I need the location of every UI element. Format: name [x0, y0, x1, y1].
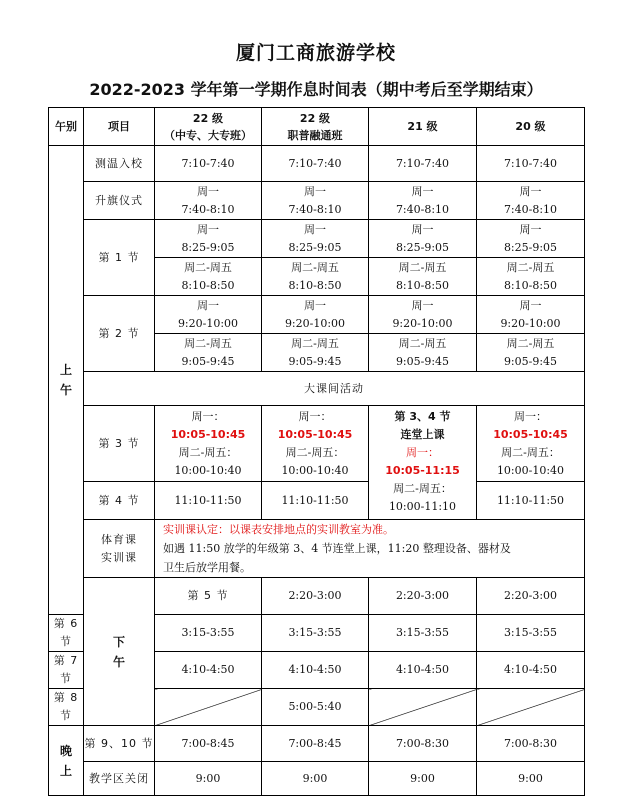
- row-recess: [49, 372, 585, 406]
- cell-p5-c1: 2:20-3:00: [262, 578, 369, 615]
- cell-p6-c1: 3:15-3:55: [155, 615, 262, 652]
- row-pe-training: [49, 520, 585, 578]
- cell-p4-c1: 11:10-11:50: [155, 482, 262, 520]
- label-period-7: 第 7 节: [49, 652, 84, 689]
- schedule-title: 2022-2023 学年第一学期作息时间表（期中考后至学期结束）: [89, 80, 543, 99]
- cell-flag-c1: 周一 7:40-8:10: [155, 182, 262, 220]
- row-flag: [49, 182, 585, 220]
- header-col4: 20 级: [477, 108, 585, 146]
- cell-close-c2: 9:00: [262, 762, 369, 796]
- cell-p1-c1: 周一 8:25-9:05 周二-周五 8:10-8:50: [155, 220, 262, 296]
- cell-temp-c1: 7:10-7:40: [155, 146, 262, 182]
- cell-p8-c4-empty: [477, 689, 585, 726]
- label-pe-training: 体育课 实训课: [84, 520, 155, 578]
- cell-p6-c2: 3:15-3:55: [262, 615, 369, 652]
- pe-training-note: 实训课认定：以课表安排地点的实训教室为准。 如遇 11:50 放学的年级第 3、4 节连堂上课，11:20 整理设备、器材及 卫生后放学用餐。: [155, 520, 585, 578]
- row-period-2: [49, 296, 585, 372]
- schedule-table: [48, 107, 585, 796]
- cell-p1-c3: 周一 8:25-9:05 周二-周五 8:10-8:50: [369, 220, 477, 296]
- cell-p1-c4: 周一 8:25-9:05 周二-周五 8:10-8:50: [477, 220, 585, 296]
- period-evening: 晚 上: [49, 726, 84, 796]
- cell-p3-c2: 周一： 10:05-10:45 周二-周五： 10:00-10:40: [262, 406, 369, 482]
- cell-p2-c2: 周一 9:20-10:00 周二-周五 9:05-9:45: [262, 296, 369, 372]
- cell-flag-c3: 周一 7:40-8:10: [369, 182, 477, 220]
- cell-p34-c3: 第 3、4 节 连堂上课 周一： 10:05-11:15 周二-周五： 10:00-11:10: [369, 406, 477, 520]
- school-name: 厦门工商旅游学校: [235, 42, 396, 64]
- cell-p6-c3: 3:15-3:55: [369, 615, 477, 652]
- cell-p910-c2: 7:00-8:45: [262, 726, 369, 762]
- cell-flag-c2: 周一 7:40-8:10: [262, 182, 369, 220]
- header-period: 午别: [49, 108, 84, 146]
- cell-p8-c1-empty: [155, 689, 262, 726]
- cell-p6-c4: 3:15-3:55: [477, 615, 585, 652]
- cell-temp-c4: 7:10-7:40: [477, 146, 585, 182]
- cell-p5-c2: 2:20-3:00: [369, 578, 477, 615]
- cell-p8-c2: 5:00-5:40: [262, 689, 369, 726]
- cell-p7-c1: 4:10-4:50: [155, 652, 262, 689]
- label-period-6: 第 6 节: [49, 615, 84, 652]
- label-period-9-10: 第 9、10 节: [84, 726, 155, 762]
- row-close: [49, 762, 585, 796]
- label-period-2: 第 2 节: [84, 296, 155, 372]
- cell-close-c1: 9:00: [155, 762, 262, 796]
- cell-p2-c3: 周一 9:20-10:00 周二-周五 9:05-9:45: [369, 296, 477, 372]
- cell-p3-c1: 周一： 10:05-10:45 周二-周五： 10:00-10:40: [155, 406, 262, 482]
- cell-p7-c4: 4:10-4:50: [477, 652, 585, 689]
- row-period-3: [49, 406, 585, 482]
- row-period-4: [49, 482, 585, 520]
- label-period-3: 第 3 节: [84, 406, 155, 482]
- header-item: 项目: [84, 108, 155, 146]
- label-temperature: 测温入校: [84, 146, 155, 182]
- period-afternoon: 下 午: [84, 578, 155, 726]
- label-period-1: 第 1 节: [84, 220, 155, 296]
- cell-p4-c4: 11:10-11:50: [477, 482, 585, 520]
- cell-p7-c3: 4:10-4:50: [369, 652, 477, 689]
- cell-p1-c2: 周一 8:25-9:05 周二-周五 8:10-8:50: [262, 220, 369, 296]
- header-col3: 21 级: [369, 108, 477, 146]
- row-period-5: [49, 578, 585, 615]
- period-morning: 上 午: [49, 146, 84, 615]
- cell-p910-c4: 7:00-8:30: [477, 726, 585, 762]
- recess-label: 大课间活动: [84, 372, 585, 406]
- cell-p910-c1: 7:00-8:45: [155, 726, 262, 762]
- cell-p7-c2: 4:10-4:50: [262, 652, 369, 689]
- cell-temp-c2: 7:10-7:40: [262, 146, 369, 182]
- cell-close-c4: 9:00: [477, 762, 585, 796]
- label-flag: 升旗仪式: [84, 182, 155, 220]
- header-row: [49, 108, 585, 146]
- header-col2: 22 级 职普融通班: [262, 108, 369, 146]
- cell-p2-c1: 周一 9:20-10:00 周二-周五 9:05-9:45: [155, 296, 262, 372]
- cell-close-c3: 9:00: [369, 762, 477, 796]
- label-period-4: 第 4 节: [84, 482, 155, 520]
- cell-p910-c3: 7:00-8:30: [369, 726, 477, 762]
- label-period-8: 第 8 节: [49, 689, 84, 726]
- label-close: 教学区关闭: [84, 762, 155, 796]
- row-period-9-10: [49, 726, 585, 762]
- header-col1: 22 级 （中专、大专班）: [155, 108, 262, 146]
- cell-p4-c2: 11:10-11:50: [262, 482, 369, 520]
- cell-flag-c4: 周一 7:40-8:10: [477, 182, 585, 220]
- cell-p3-c4: 周一： 10:05-10:45 周二-周五： 10:00-10:40: [477, 406, 585, 482]
- row-period-1: [49, 220, 585, 296]
- cell-p5-c3: 2:20-3:00: [477, 578, 585, 615]
- row-temperature: [49, 146, 585, 182]
- cell-temp-c3: 7:10-7:40: [369, 146, 477, 182]
- cell-p8-c3-empty: [369, 689, 477, 726]
- label-period-5: 第 5 节: [155, 578, 262, 615]
- cell-p2-c4: 周一 9:20-10:00 周二-周五 9:05-9:45: [477, 296, 585, 372]
